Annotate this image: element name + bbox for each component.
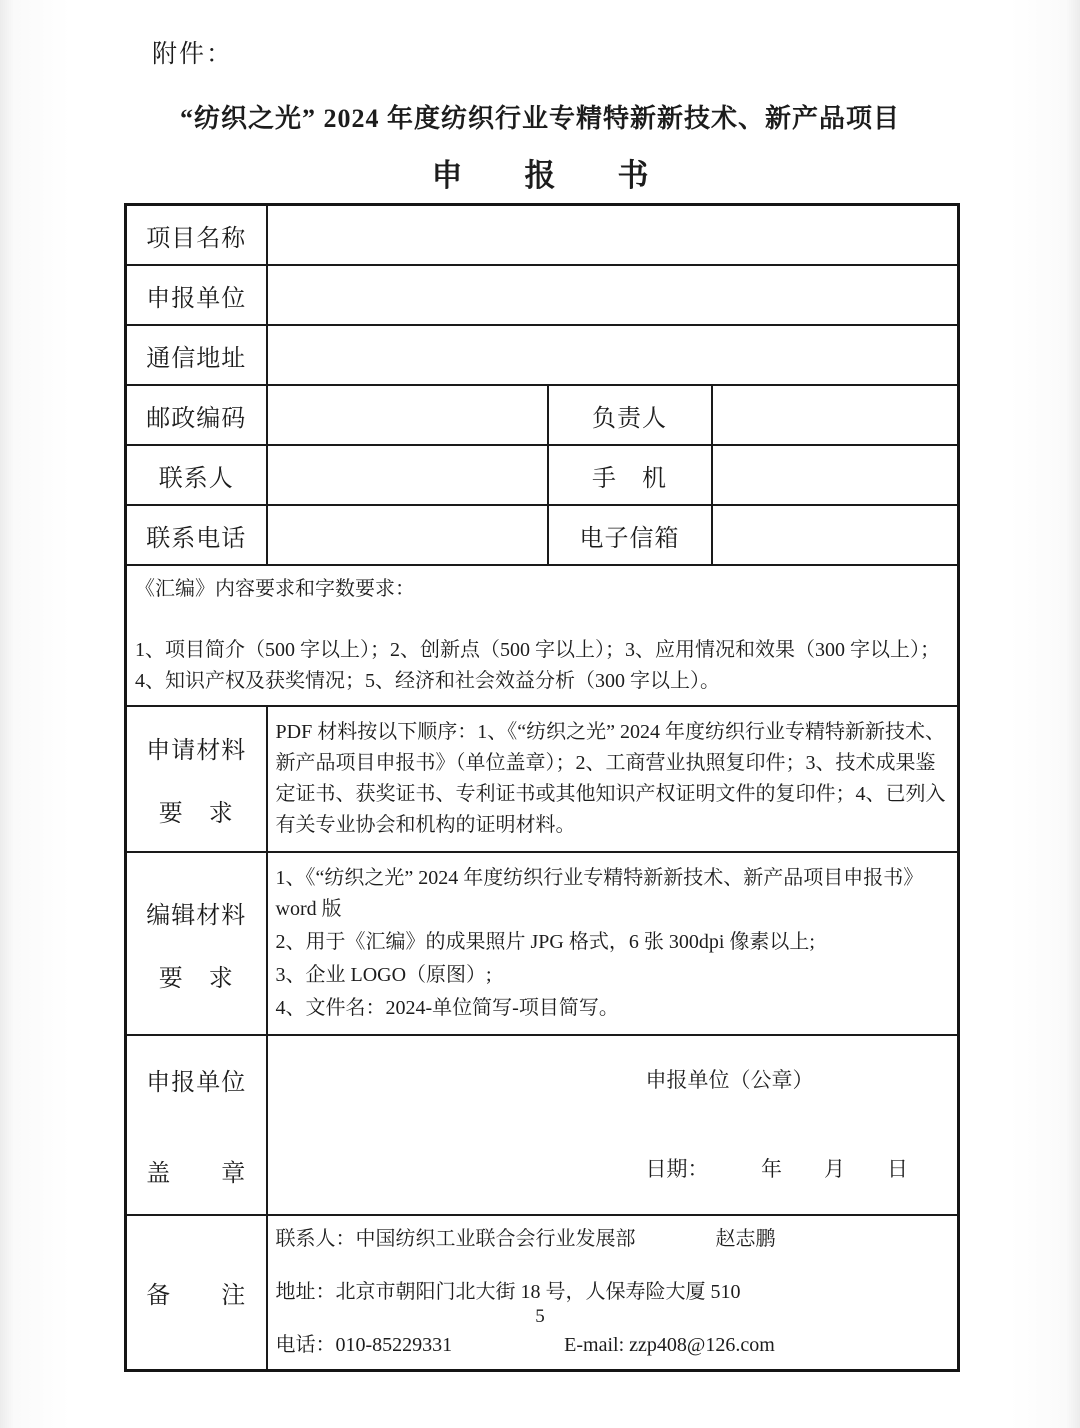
- editing-materials-body: [267, 852, 959, 1035]
- notes-cell: [267, 1215, 959, 1371]
- unit-seal-label-line2: 盖 章: [146, 1161, 247, 1187]
- table-row-mailing-address: [126, 325, 959, 385]
- application-materials-label-line2: 要 求: [158, 801, 234, 827]
- editing-materials-label-line1: 编辑材料: [146, 902, 247, 929]
- person-in-charge-label: 负责人: [548, 385, 712, 445]
- unit-seal-label: [126, 1035, 267, 1215]
- table-row-project-name: [126, 205, 959, 266]
- application-materials-label: [126, 706, 267, 852]
- editing-materials-label: [126, 852, 267, 1035]
- postal-code-field: [267, 385, 548, 445]
- applicant-unit-field: [267, 265, 959, 325]
- table-row-applicant-unit: [126, 265, 959, 325]
- person-in-charge-field: [712, 385, 959, 445]
- unit-seal-line: 申报单位（公章）: [645, 1068, 814, 1093]
- project-name-label: 项目名称: [126, 205, 267, 266]
- contact-phone-field: [267, 505, 548, 565]
- document-subtitle: 申报书: [431, 158, 711, 193]
- editing-materials-item: 3、企业 LOGO（原图）;: [275, 964, 492, 986]
- editing-materials-item: 1、《“纺织之光” 2024 年度纺织行业专精特新新技术、新产品项目申报书》word 版: [275, 867, 924, 920]
- mobile-label: 手 机: [548, 445, 712, 505]
- table-row-contact-mobile: [126, 445, 959, 505]
- document-title: “纺织之光” 2024 年度纺织行业专精特新新技术、新产品项目: [179, 104, 900, 133]
- notes-label: 备 注: [126, 1215, 267, 1371]
- mobile-field: [712, 445, 959, 505]
- application-materials-body: PDF 材料按以下顺序：1、《“纺织之光” 2024 年度纺织行业专精特新新技术、新产品项目申报书》（单位盖章）；2、工商营业执照复印件；3、技术成果鉴定证书、获奖证书、专利证书或其他知识产权证明文件的复印件；4、已列入有关专业协会和机构的证明材料。: [267, 706, 959, 852]
- editing-materials-item: 2、用于《汇编》的成果照片 JPG 格式，6 张 300dpi 像素以上;: [275, 931, 815, 953]
- compilation-requirements-cell: [126, 565, 959, 706]
- email-label: 电子信箱: [548, 505, 712, 565]
- compilation-requirements-body: 1、项目简介（500 字以上）；2、创新点（500 字以上）；3、应用情况和效果（300 字以上）；4、知识产权及获奖情况；5、经济和社会效益分析（300 字以上）。: [135, 639, 940, 692]
- notes-contact-line: 联系人：中国纺织工业联合会行业发展部 赵志鹏: [275, 1228, 776, 1250]
- page-number: 5: [535, 1306, 545, 1327]
- seal-date-line: 日期： 年 月 日: [645, 1157, 908, 1181]
- application-materials-label-line1: 申请材料: [146, 738, 247, 764]
- notes-phone: 电话：010-85229331: [275, 1334, 453, 1356]
- table-row-phone-email: [126, 505, 959, 565]
- editing-materials-label-line2: 要 求: [158, 965, 234, 992]
- project-name-field: [267, 205, 959, 266]
- attachment-label: 附件：: [152, 41, 234, 68]
- notes-address-line: 地址：北京市朝阳门北大街 18 号，人保寿险大厦 510: [275, 1281, 741, 1303]
- compilation-requirements-title: 《汇编》内容要求和字数要求：: [135, 578, 415, 600]
- mailing-address-field: [267, 325, 959, 385]
- mailing-address-label: 通信地址: [126, 325, 267, 385]
- table-row-compilation-requirements: [126, 565, 959, 706]
- table-row-editing-materials: [126, 852, 959, 1035]
- notes-phone-email-line: [276, 1330, 948, 1361]
- applicant-unit-label: 申报单位: [126, 265, 267, 325]
- contact-person-label: 联系人: [126, 445, 267, 505]
- contact-person-field: [267, 445, 548, 505]
- editing-materials-item: 4、文件名：2024-单位简写-项目简写。: [275, 997, 619, 1019]
- table-row-postal-leader: [126, 385, 959, 445]
- table-row-unit-seal: [126, 1035, 959, 1215]
- email-field: [712, 505, 959, 565]
- contact-phone-label: 联系电话: [126, 505, 267, 565]
- unit-seal-cell: [267, 1035, 959, 1215]
- application-form-table: [124, 203, 960, 1372]
- unit-seal-label-line1: 申报单位: [146, 1070, 247, 1096]
- table-row-application-materials: [126, 706, 959, 852]
- notes-email: E-mail: zzp408@126.com: [564, 1334, 775, 1356]
- postal-code-label: 邮政编码: [126, 385, 267, 445]
- table-row-notes: [126, 1215, 959, 1371]
